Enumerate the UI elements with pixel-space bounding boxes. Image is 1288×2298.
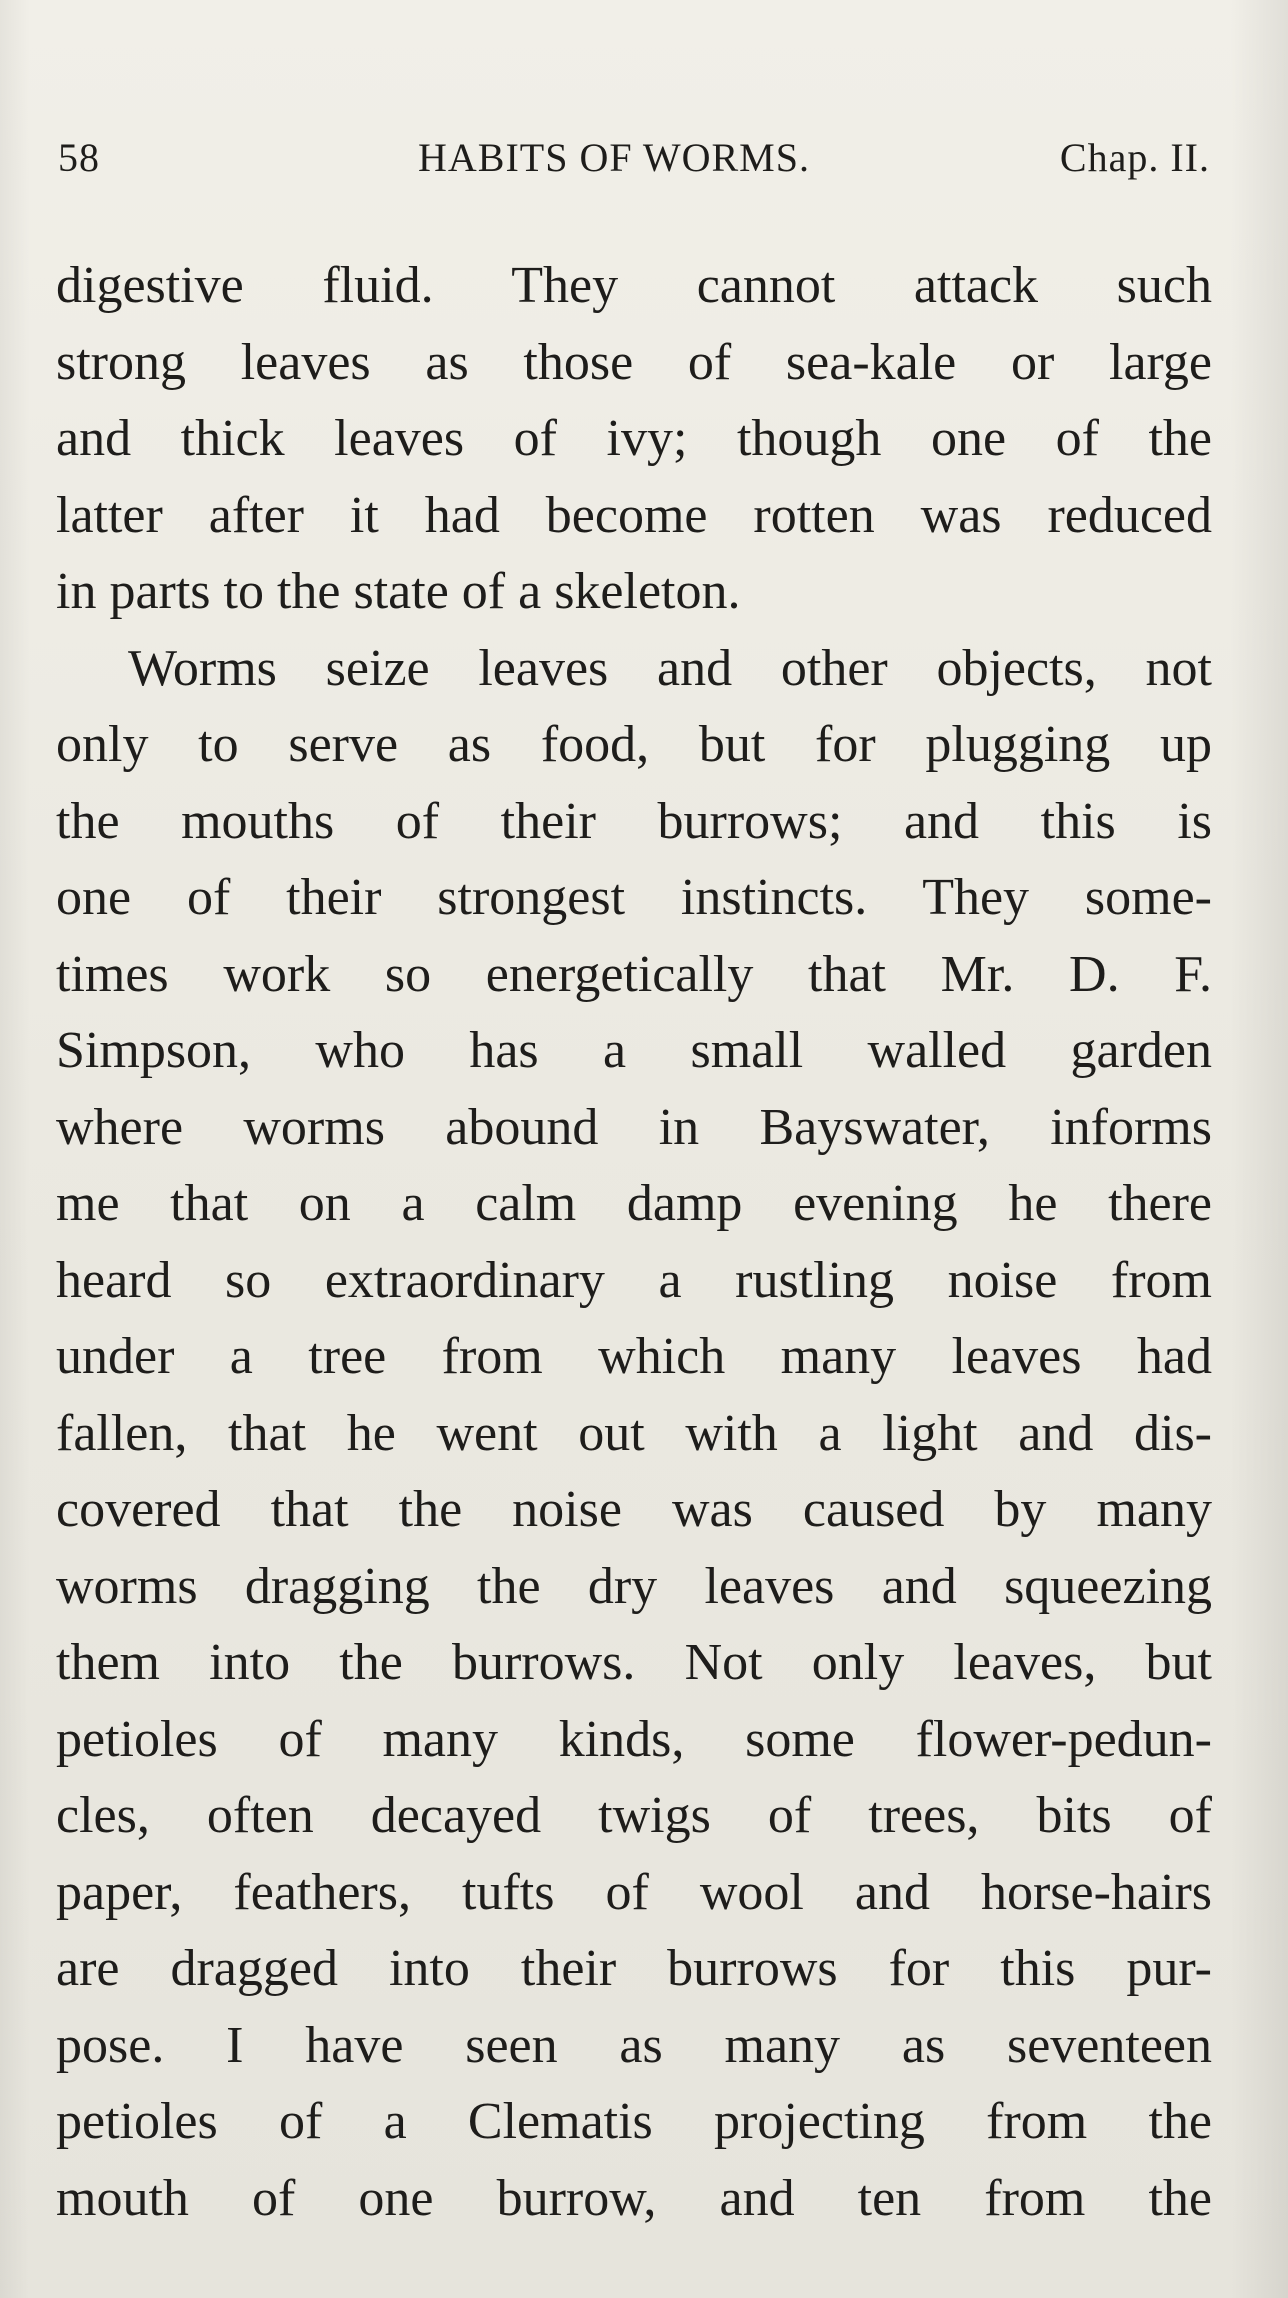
running-title: HABITS OF WORMS. xyxy=(418,135,810,180)
text-line: only to serve as food, but for plugging up xyxy=(56,716,1212,773)
text-line: under a tree from which many leaves had xyxy=(56,1328,1212,1385)
text-line: worms dragging the dry leaves and squeezing xyxy=(56,1557,1212,1615)
page-number: 58 xyxy=(58,135,100,180)
text-line: pose. I have seen as many as seventeen xyxy=(56,2016,1212,2074)
running-header xyxy=(58,134,1210,194)
text-line: petioles of many kinds, some flower-pedun- xyxy=(56,1710,1212,1768)
text-line: them into the burrows. Not only leaves, but xyxy=(56,1634,1212,1691)
text-line: digestive fluid. They cannot attack such xyxy=(56,257,1212,314)
text-line: heard so extraordinary a rustling noise from xyxy=(56,1251,1212,1309)
text-line: the mouths of their burrows; and this is xyxy=(56,792,1212,850)
text-line: mouth of one burrow, and ten from the xyxy=(56,2169,1212,2227)
text-line: and thick leaves of ivy; though one of the xyxy=(56,410,1212,467)
text-line: where worms abound in Bayswater, informs xyxy=(56,1098,1212,1156)
paragraph-first-line: Worms seize leaves and other objects, not xyxy=(128,639,1212,697)
text-line: covered that the noise was caused by many xyxy=(56,1481,1212,1538)
text-line: paper, feathers, tufts of wool and horse-hairs xyxy=(56,1863,1212,1921)
text-line: me that on a calm damp evening he there xyxy=(56,1175,1212,1232)
text-line: one of their strongest instincts. They some- xyxy=(56,869,1212,926)
text-line: cles, often decayed twigs of trees, bits of xyxy=(56,1787,1212,1844)
text-line: are dragged into their burrows for this pur- xyxy=(56,1940,1212,1997)
text-line: times work so energetically that Mr. D. F. xyxy=(56,945,1212,1003)
text-line: petioles of a Clematis projecting from the xyxy=(56,2093,1212,2150)
text-line: latter after it had become rotten was reduced xyxy=(56,486,1212,544)
text-line: strong leaves as those of sea-kale or large xyxy=(56,333,1212,391)
text-line: Simpson, who has a small walled garden xyxy=(56,1022,1212,1079)
paragraph-last-line: in parts to the state of a skeleton. xyxy=(56,563,741,620)
text-line: fallen, that he went out with a light and dis- xyxy=(56,1404,1212,1462)
chapter-label: Chap. II. xyxy=(1059,135,1210,180)
body-text xyxy=(56,248,1212,2237)
